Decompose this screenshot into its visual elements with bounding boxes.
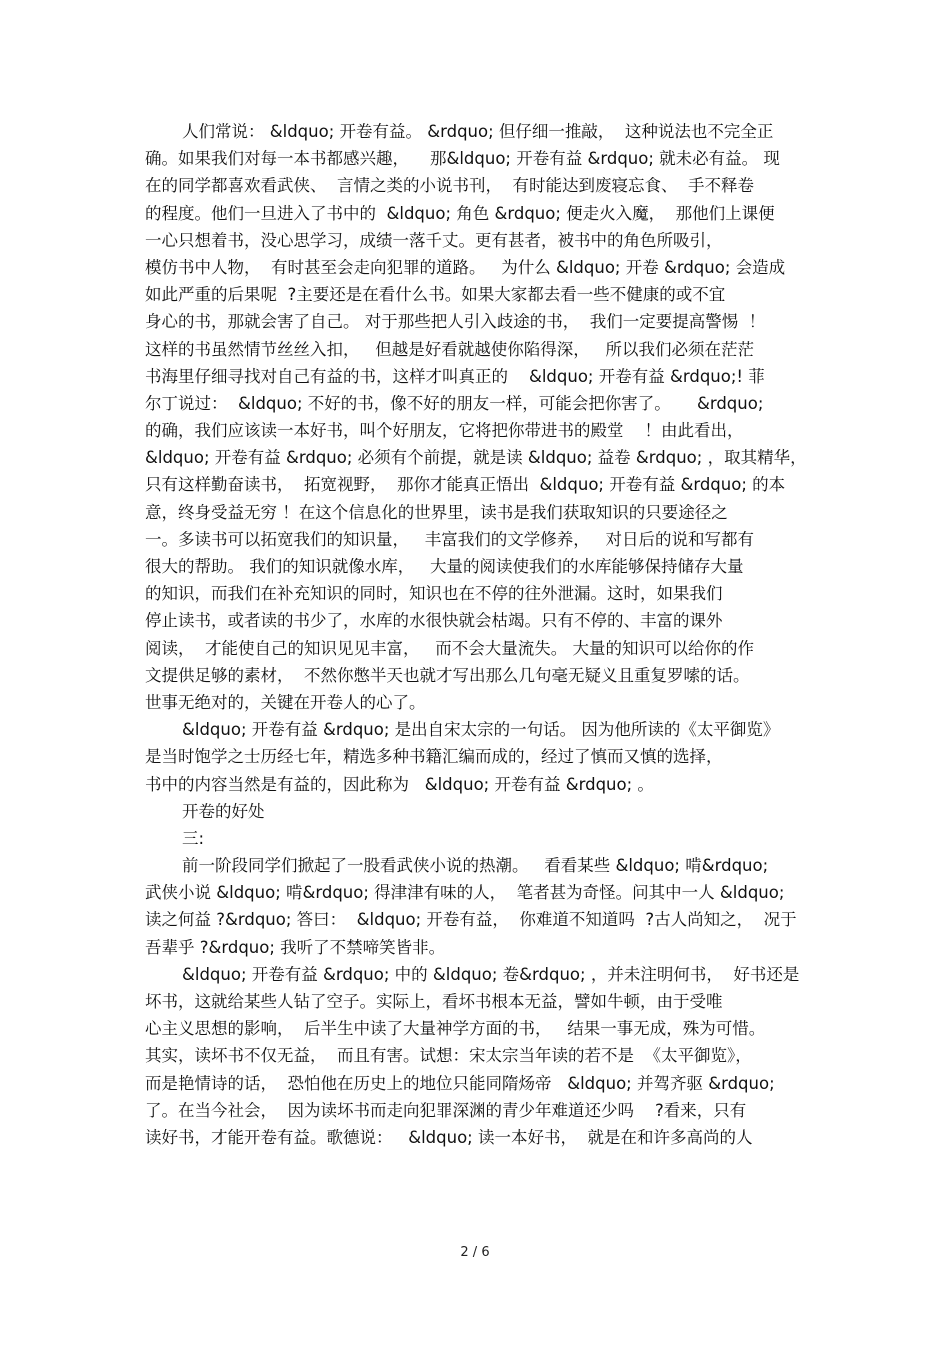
text-line: 坏书，这就给某些人钻了空子。实际上，看坏书根本无益，譬如牛顿，由于受唯 xyxy=(145,992,723,1011)
text-line: 意，终身受益无穷 ！在这个信息化的世界里，读书是我们获取知识的只要途径之 xyxy=(145,502,728,522)
text-line: 尔丁说过： &ldquo; 不好的书，像不好的朋友一样，可能会把你害了。 &rdquo; xyxy=(145,393,764,413)
text-line: 心主义思想的影响， 后半生中读了大量神学方面的书， 结果一事无成，殊为可惜。 xyxy=(145,1019,766,1039)
text-line: 三: xyxy=(182,828,205,848)
text-line: 武侠小说 &ldquo; 啃&rdquo; 得津津有味的人， 笔者甚为奇怪。问其中一人 &ldquo; xyxy=(145,883,785,903)
text-line: 如此严重的后果呢 ?主要还是在看什么书。如果大家都去看一些不健康的或不宜 xyxy=(145,285,726,305)
text-line: 世事无绝对的，关键在开卷人的心了。 xyxy=(145,692,426,712)
text-line: 一。多读书可以拓宽我们的知识量， 丰富我们的文学修养， 对日后的说和写都有 xyxy=(145,529,754,549)
text-line: 的程度。他们一旦进入了书中的 &ldquo; 角色 &rdquo; 便走火入魔， 那他们上课便 xyxy=(145,203,775,223)
page-number: 2 / 6 xyxy=(460,1245,490,1260)
text-line: 这样的书虽然情节丝丝入扣， 但越是好看就越使你陷得深， 所以我们必须在茫茫 xyxy=(145,339,754,359)
text-line: 读好书，才能开卷有益。歌德说： &ldquo; 读一本好书， 就是在和许多高尚的人 xyxy=(145,1127,753,1147)
text-line: 的知识，而我们在补充知识的同时，知识也在不停的往外泄漏。这时，如果我们 xyxy=(145,584,723,604)
text-line: 开卷的好处 xyxy=(182,801,265,821)
body-text xyxy=(145,118,815,1151)
text-line: &ldquo; 开卷有益 &rdquo; 是出自宋太宗的一句话。 因为他所读的《太平御览》 xyxy=(182,720,780,740)
text-line: 而是艳情诗的话， 恐怕他在历史上的地位只能同隋炀帝 &ldquo; 并驾齐驱 &rdquo; xyxy=(145,1073,775,1093)
text-line: 身心的书，那就会害了自己。 对于那些把人引入歧途的书， 我们一定要提高警惕 ！ xyxy=(145,312,766,332)
text-line: 书海里仔细寻找对自己有益的书，这样才叫真正的 &ldquo; 开卷有益 &rdquo;! 菲 xyxy=(145,366,765,386)
text-line: 文提供足够的素材， 不然你憋半天也就才写出那么几句毫无疑义且重复罗嗦的话。 xyxy=(145,665,750,685)
text-line: 阅读， 才能使自己的知识见见丰富， 而不会大量流失。 大量的知识可以给你的作 xyxy=(145,638,754,658)
text-line: 很大的帮助。 我们的知识就像水库， 大量的阅读使我们的水库能够保持储存大量 xyxy=(145,557,744,576)
text-line: 读之何益 ?&rdquo; 答曰： &ldquo; 开卷有益， 你难道不知道吗 ?古人尚知之， 况于 xyxy=(145,910,797,930)
text-line: 确。如果我们对每一本书都感兴趣， 那&ldquo; 开卷有益 &rdquo; 就未必有益。 现 xyxy=(145,149,780,169)
text-line: &ldquo; 开卷有益 &rdquo; 中的 &ldquo; 卷&rdquo; ，并未注明何书， 好书还是 xyxy=(182,964,800,984)
text-line: 一心只想着书，没心思学习，成绩一落千丈。更有甚者，被书中的角色所吸引， xyxy=(145,230,723,250)
text-line: &ldquo; 开卷有益 &rdquo; 必须有个前提，就是读 &ldquo; 益卷 &rdquo; ，取其精华， xyxy=(145,448,807,468)
text-line: 前一阶段同学们掀起了一股看武侠小说的热潮。 看看某些 &ldquo; 啃&rdquo; xyxy=(182,856,769,876)
text-line: 其实，读坏书不仅无益， 而且有害。试想：宋太宗当年读的若不是 《太平御览》， xyxy=(145,1046,752,1066)
text-line: 的确，我们应该读一本好书，叫个好朋友，它将把你带进书的殿堂 ！由此看出， xyxy=(145,421,744,441)
text-line: 模仿书中人物， 有时甚至会走向犯罪的道路。 为什么 &ldquo; 开卷 &rdquo; 会造成 xyxy=(145,257,786,277)
text-line: 人们常说： &ldquo; 开卷有益。 &rdquo; 但仔细一推敲， 这种说法也不完全正 xyxy=(182,122,774,141)
text-line: 书中的内容当然是有益的，因此称为 &ldquo; 开卷有益 &rdquo; 。 xyxy=(145,774,654,794)
text-line: 停止读书，或者读的书少了，水库的水很快就会枯竭。只有不停的、丰富的课外 xyxy=(145,611,723,631)
text-line: 在的同学都喜欢看武侠、 言情之类的小说书刊， 有时能达到废寝忘食、 手不释卷 xyxy=(145,176,754,196)
text-line: 了。在当今社会， 因为读坏书而走向犯罪深渊的青少年难道还少吗 ?看来，只有 xyxy=(145,1100,747,1120)
text-line: 只有这样勤奋读书， 拓宽视野， 那你才能真正悟出 &ldquo; 开卷有益 &rdquo; 的本 xyxy=(145,475,786,495)
text-line: 是当时饱学之士历经七年，精选多种书籍汇编而成的，经过了慎而又慎的选择， xyxy=(145,747,723,767)
text-line: 吾辈乎 ?&rdquo; 我听了不禁啼笑皆非。 xyxy=(145,937,446,957)
